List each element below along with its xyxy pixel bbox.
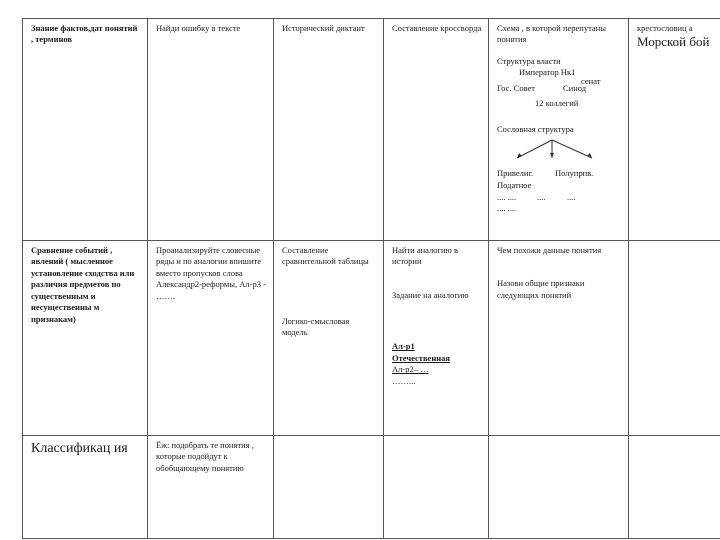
task-analogy-cell: [384, 241, 489, 436]
task-analyze-rows: Проанализируйте словесные ряды и по аналогии впишите вместо пропусков слова Александр2-реформы, Ал-р3 - …….: [148, 241, 274, 436]
power-scheme: [497, 56, 615, 166]
estates-arrows: [497, 136, 615, 162]
empty-cell: [629, 241, 720, 436]
task-similarity-cell: [489, 241, 629, 436]
task-find-error: Найди ошибку в тексте: [148, 19, 274, 241]
task-crossword-sea: [629, 19, 720, 241]
table-row: [23, 436, 720, 539]
methods-table: [22, 18, 720, 539]
task-dictation: Исторический диктант: [274, 19, 384, 241]
scheme-node-council: Гос. Совет: [497, 82, 536, 93]
scheme-node-synod: Синод: [563, 82, 587, 93]
analogy-alr2: Ал-р2– …: [392, 364, 429, 375]
empty-cell: [629, 436, 720, 539]
table-row: [23, 19, 720, 241]
category-comparison: Сравнение событий , явлений ( мысленное установление сходства или различия предметов по существенным и несущественны м признакам): [23, 241, 148, 436]
scheme-title: Структура власти: [497, 55, 561, 66]
task-analogy: Задание на аналогию: [392, 289, 469, 300]
task-comparison-table: Составление сравнительной таблицы: [282, 245, 369, 267]
empty-cell: [274, 436, 384, 539]
empty-cell: [489, 436, 629, 539]
estate-dots: .... ....: [497, 202, 517, 213]
task-crossword: Составление кроссворда: [384, 19, 489, 241]
estate-privileged: Привелиг.: [497, 167, 534, 178]
analogy-dots: ……...: [392, 375, 416, 386]
empty-cell: [384, 436, 489, 539]
analogy-patriotic: Отечественная: [392, 352, 450, 363]
task-crossword-word: крестословиц а: [637, 23, 693, 33]
task-hedgehog: Ёж: подобрать те понятия , которые подойдут к обобщающему понятию: [148, 436, 274, 539]
scheme-node-emperor: Император Нк1: [519, 66, 576, 77]
estates-list: [497, 168, 622, 214]
category-classification: Классификац ия: [23, 436, 148, 539]
task-common-features: Назови общие признаки следующих понятий: [497, 278, 585, 300]
scheme-node-colleges: 12 коллегий: [535, 97, 579, 108]
task-scheme-cell: [489, 19, 629, 241]
estates-title: Сословная структура: [497, 123, 574, 134]
task-logic-model: Логико-смысловая модель: [282, 315, 350, 338]
estate-dots: ....: [567, 191, 576, 202]
category-knowledge: Знание фактов,дат понятий , терминов: [23, 19, 148, 241]
estate-taxable: Податное: [497, 179, 532, 190]
estate-dots: ....: [537, 191, 546, 202]
task-sea-battle: Морской бой: [637, 34, 710, 50]
scheme-intro: Схема , в которой перепутаны понятия: [497, 23, 606, 45]
estate-semi: Полупрпв.: [555, 167, 594, 178]
estate-dots: .... ....: [497, 191, 517, 202]
analogy-alr1: Ал-р1: [392, 341, 415, 352]
task-find-analogy: Найти аналогию в истории: [392, 245, 459, 267]
task-similarity: Чем похожи данные понятия: [497, 245, 602, 255]
scheme-node-senate: сенат: [581, 75, 601, 86]
task-comparison-cell: [274, 241, 384, 436]
table-row: [23, 241, 720, 436]
